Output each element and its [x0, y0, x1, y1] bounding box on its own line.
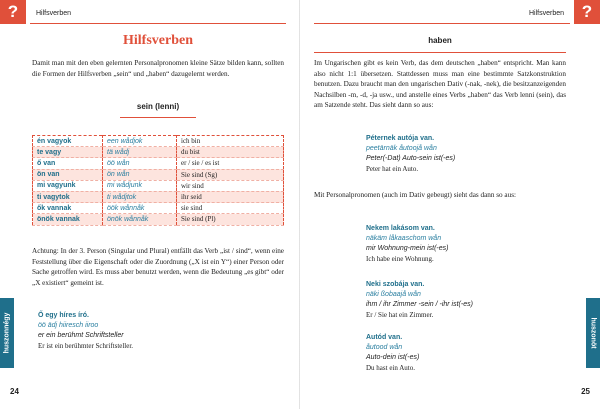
running-header: Hilfsverben [528, 10, 564, 17]
intro-paragraph: Im Ungarischen gibt es kein Verb, das dem deutschen „haben“ entspricht. Man kann also nicht 1:1 übersetzen. Stattdessen muss man eine bestimmte Satzkonstruktion benutzen. Dazu braucht man den ungarischen Dativ (-nak, -nek), die besitzanzeigenden Nachsilben -m, -d, -ja usw., und anstelle eines Verbs „haben“ das Verb lenni (sein), das am Satzende steht. Das sieht dann so aus: [314, 59, 566, 110]
example-block-3 [366, 280, 473, 320]
conjugation-table [32, 135, 284, 226]
table-row [33, 169, 284, 180]
example-hungarian: Nekem lakásom van. [366, 225, 435, 232]
german-cell: ihr seid [177, 191, 284, 202]
pronunciation-cell: tä wådj [103, 147, 177, 158]
table-row [33, 214, 284, 225]
heading-underline [314, 52, 566, 53]
section-heading-sein: sein (lenni) [136, 102, 180, 111]
example-translation: Er ist ein berühmter Schriftsteller. [38, 342, 134, 350]
hungarian-cell: ön van [33, 169, 103, 180]
example-hungarian: Ő egy híres író. [38, 312, 89, 319]
pronunciation-cell: ti wådjtok [103, 191, 177, 202]
example-pronunciation: näkäm låkaaschom wån [366, 235, 442, 242]
page-number: 25 [581, 387, 590, 396]
german-cell: Sie sind (Pl) [177, 214, 284, 225]
hungarian-cell: ő van [33, 158, 103, 169]
example-pronunciation: näki ßobaajå wån [366, 291, 421, 298]
example-block-2 [366, 224, 448, 264]
example-hungarian: Neki szobája van. [366, 281, 425, 288]
example-gloss: er ein berühmt Schriftsteller [38, 332, 124, 339]
pronunciation-cell: ön wån [103, 169, 177, 180]
page-number: 24 [10, 387, 19, 396]
example-gloss: Peter(-Dat) Auto-sein ist(-es) [366, 155, 456, 162]
example-gloss: Auto-dein ist(-es) [366, 354, 420, 361]
right-page [300, 0, 600, 409]
hungarian-cell: ti vagytok [33, 191, 103, 202]
example-translation: Peter hat ein Auto. [366, 165, 419, 173]
hungarian-cell: önök vannak [33, 214, 103, 225]
page-title: Hilfsverben [123, 33, 193, 48]
side-tab-number-word: huszonöt [586, 298, 600, 368]
hungarian-cell: mi vagyunk [33, 180, 103, 191]
example-pronunciation: öö ädj hiiresch iiroo [38, 322, 99, 329]
table-row [33, 180, 284, 191]
table-row [33, 158, 284, 169]
example-block [38, 311, 133, 351]
table-row [33, 136, 284, 147]
hungarian-cell: te vagy [33, 147, 103, 158]
hungarian-cell: én vagyok [33, 136, 103, 147]
heading-underline [120, 117, 196, 118]
header-rule [314, 23, 570, 24]
mid-paragraph: Mit Personalpronomen (auch im Dativ gebeugt) sieht das dann so aus: [314, 191, 517, 199]
example-pronunciation: peetärnäk åutoojå wån [366, 145, 437, 152]
german-cell: du bist [177, 147, 284, 158]
example-hungarian: Autód van. [366, 334, 403, 341]
example-translation: Du hast ein Auto. [366, 364, 415, 372]
example-block-1 [366, 134, 455, 174]
table-row [33, 191, 284, 202]
note-paragraph: Achtung: In der 3. Person (Singular und Plural) entfällt das Verb „ist / sind“, wenn eine Feststellung über die Eigenschaft oder die Zuordnung („X ist ein Y“) einer Person oder Sache getroffen wird. Es muss aber benutzt werden, wenn die Bedeutung „es gibt“ oder „X existiert“ gemeint ist. [32, 247, 284, 287]
pronunciation-cell: öök wånnåk [103, 203, 177, 214]
german-cell: wir sind [177, 180, 284, 191]
pronunciation-cell: öö wån [103, 158, 177, 169]
table-row [33, 203, 284, 214]
german-cell: er / sie / es ist [177, 158, 284, 169]
german-cell: ich bin [177, 136, 284, 147]
german-cell: sie sind [177, 203, 284, 214]
example-translation: Er / Sie hat ein Zimmer. [366, 311, 434, 319]
example-gloss: mir Wohnung-mein ist(-es) [366, 245, 449, 252]
section-heading-haben: haben [428, 36, 452, 45]
example-translation: Ich habe eine Wohnung. [366, 255, 434, 263]
pronunciation-cell: önök wånnåk [103, 214, 177, 225]
pronunciation-cell: een wådjok [103, 136, 177, 147]
hungarian-cell: ők vannak [33, 203, 103, 214]
example-hungarian: Péternek autója van. [366, 135, 435, 142]
pronunciation-cell: mi wådjunk [103, 180, 177, 191]
running-header: Hilfsverben [36, 10, 72, 17]
example-gloss: ihm / ihr Zimmer -sein / -ihr ist(-es) [366, 301, 473, 308]
question-badge-icon: ? [574, 0, 600, 24]
example-pronunciation: åutood wån [366, 344, 403, 351]
example-block-4 [366, 333, 419, 373]
intro-paragraph: Damit man mit den eben gelernten Personalpronomen kleine Sätze bilden kann, sollten die Formen der Hilfsverben „sein“ und „haben“ dazugelernt werden. [32, 59, 284, 78]
table-row [33, 147, 284, 158]
question-badge-icon: ? [0, 0, 26, 24]
german-cell: Sie sind (Sg) [177, 169, 284, 180]
header-rule [30, 23, 286, 24]
side-tab-number-word: huszonnégy [0, 298, 14, 368]
